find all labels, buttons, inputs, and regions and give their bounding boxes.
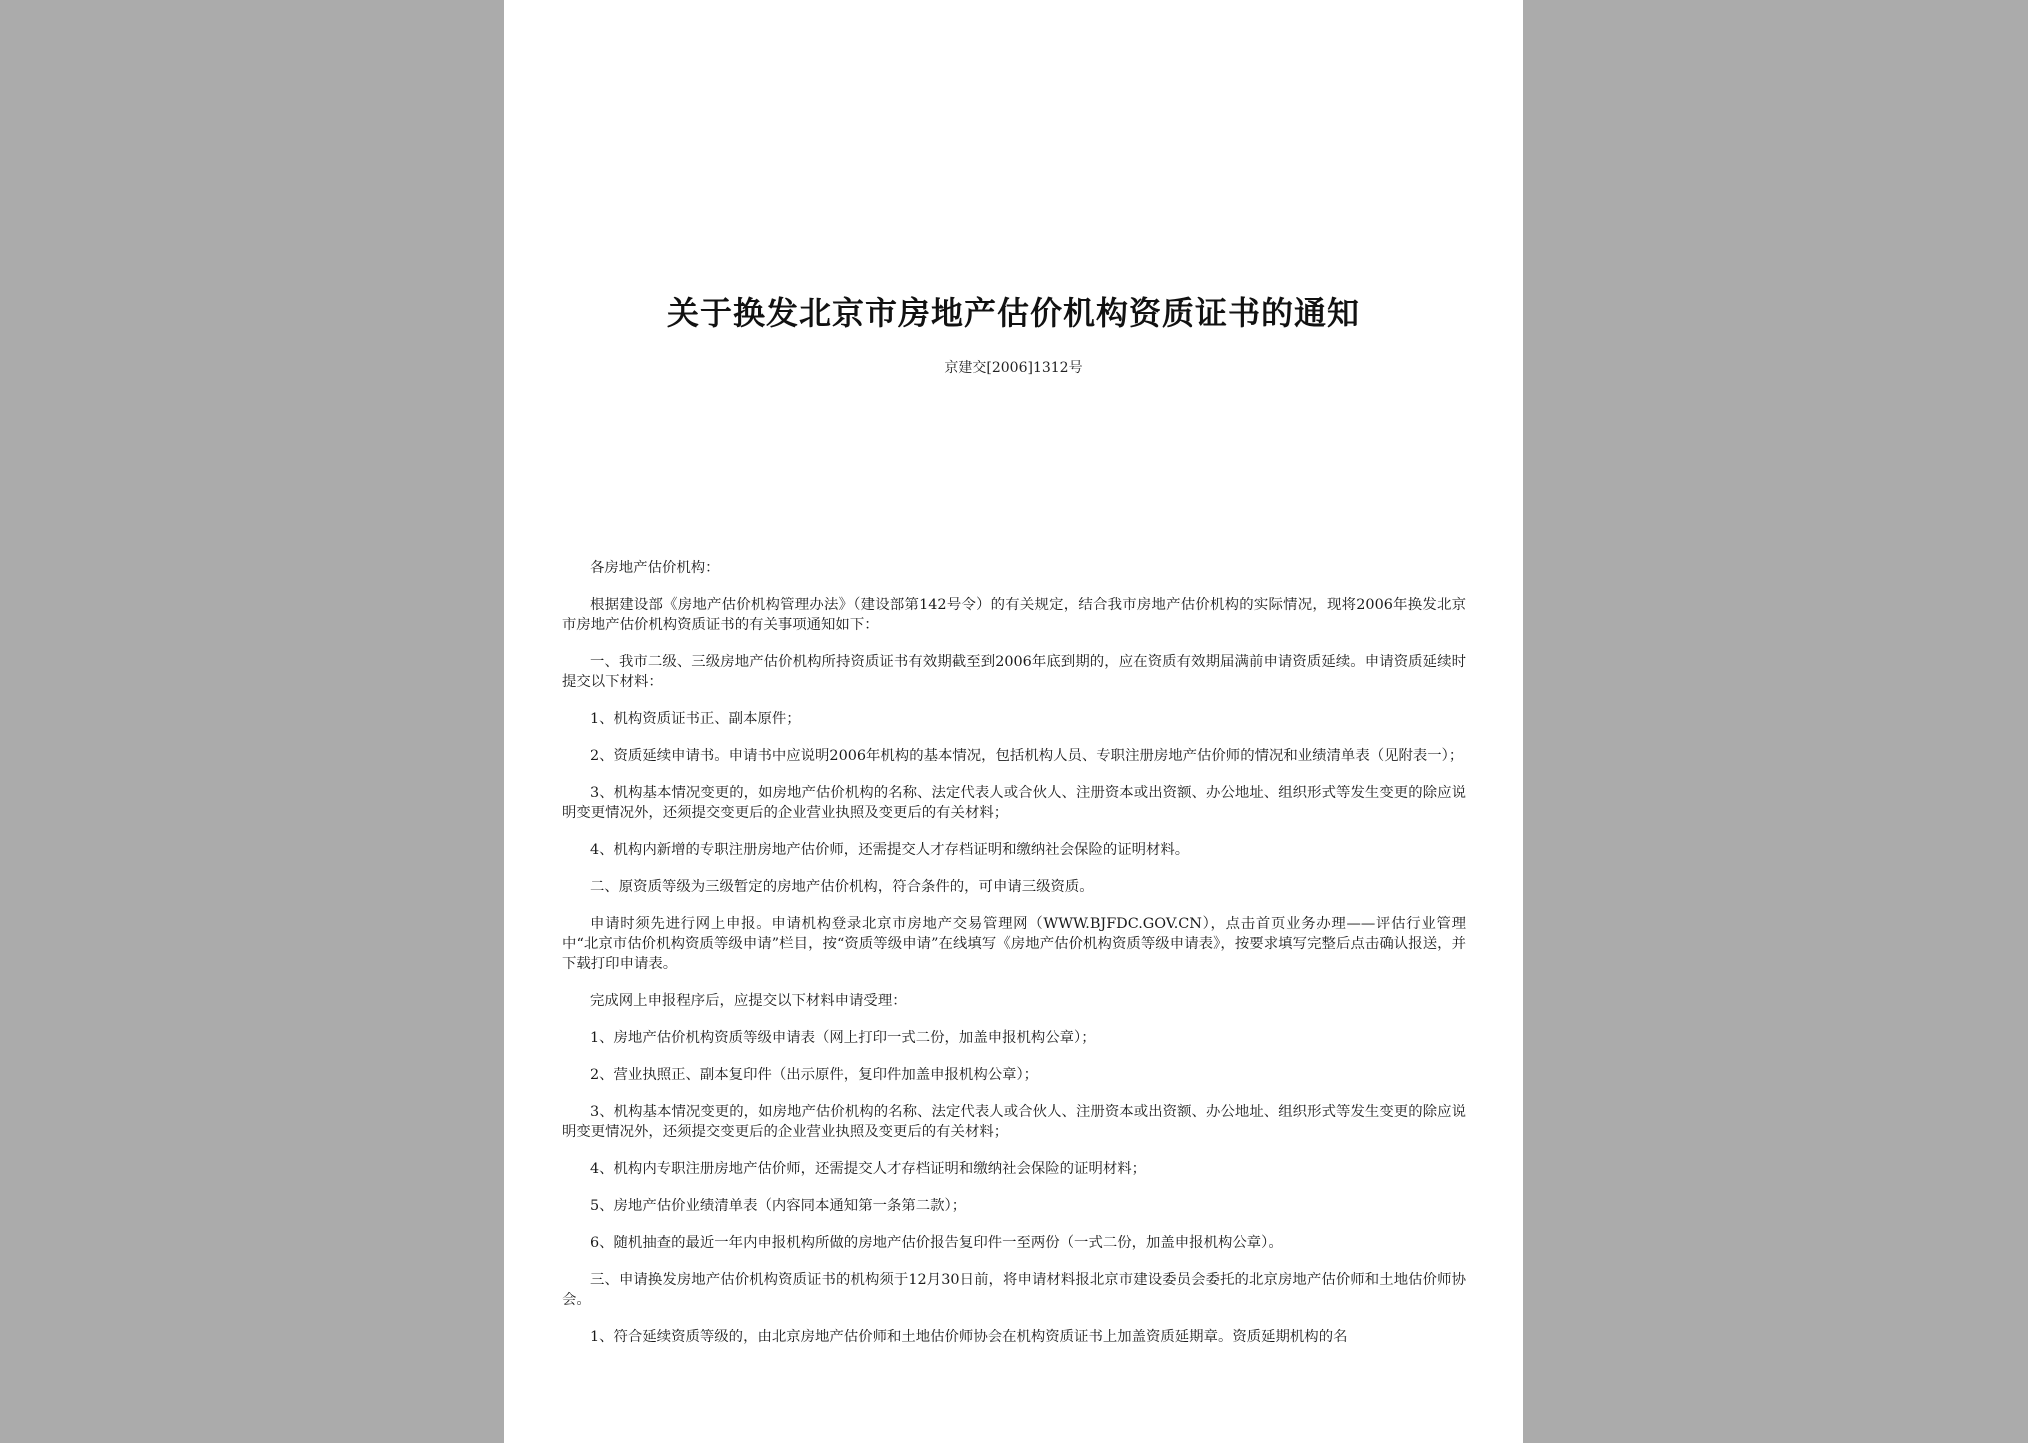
document-number: 京建交[2006]1312号	[944, 360, 1083, 376]
paragraph: 完成网上申报程序后，应提交以下材料申请受理：	[590, 993, 907, 1009]
paragraph: 一、我市二级、三级房地产估价机构所持资质证书有效期截至到2006年底到期的，应在资质有效期届满前申请资质延续。申请资质延续时提交以下材料：	[562, 654, 1466, 690]
paragraph: 3、机构基本情况变更的，如房地产估价机构的名称、法定代表人或合伙人、注册资本或出资额、办公地址、组织形式等发生变更的除应说明变更情况外，还须提交变更后的企业营业执照及变更后的有关材料；	[562, 1104, 1466, 1140]
paragraph: 各房地产估价机构：	[590, 560, 720, 576]
paragraph: 三、申请换发房地产估价机构资质证书的机构须于12月30日前，将申请材料报北京市建设委员会委托的北京房地产估价师和土地估价师协会。	[562, 1272, 1466, 1308]
paragraph: 1、房地产估价机构资质等级申请表（网上打印一式二份，加盖申报机构公章）；	[590, 1030, 1096, 1046]
document-title: 关于换发北京市房地产估价机构资质证书的通知	[666, 294, 1360, 332]
paragraph: 5、房地产估价业绩清单表（内容同本通知第一条第二款）；	[590, 1198, 967, 1214]
paragraph: 根据建设部《房地产估价机构管理办法》（建设部第142号令）的有关规定，结合我市房地产估价机构的实际情况，现将2006年换发北京市房地产估价机构资质证书的有关事项通知如下：	[562, 597, 1466, 633]
document-page	[504, 0, 1523, 1443]
paragraph: 2、营业执照正、副本复印件（出示原件，复印件加盖申报机构公章）；	[590, 1067, 1039, 1083]
paragraph: 4、机构内新增的专职注册房地产估价师，还需提交人才存档证明和缴纳社会保险的证明材料。	[590, 842, 1190, 858]
paragraph: 3、机构基本情况变更的，如房地产估价机构的名称、法定代表人或合伙人、注册资本或出资额、办公地址、组织形式等发生变更的除应说明变更情况外，还须提交变更后的企业营业执照及变更后的有关材料；	[562, 785, 1466, 821]
paragraph: 1、机构资质证书正、副本原件；	[590, 711, 801, 727]
paragraph: 二、原资质等级为三级暂定的房地产估价机构，符合条件的，可申请三级资质。	[590, 879, 1094, 895]
paragraph: 6、随机抽查的最近一年内申报机构所做的房地产估价报告复印件一至两份（一式二份，加盖申报机构公章）。	[590, 1235, 1283, 1251]
document-body	[562, 558, 1466, 1364]
paragraph: 4、机构内专职注册房地产估价师，还需提交人才存档证明和缴纳社会保险的证明材料；	[590, 1161, 1147, 1177]
paragraph: 1、符合延续资质等级的，由北京房地产估价师和土地估价师协会在机构资质证书上加盖资质延期章。资质延期机构的名	[590, 1329, 1348, 1345]
paragraph: 申请时须先进行网上申报。申请机构登录北京市房地产交易管理网（WWW.BJFDC.GOV.CN），点击首页业务办理——评估行业管理中“北京市估价机构资质等级申请”栏目，按“资质等级申请”在线填写《房地产估价机构资质等级申请表》，按要求填写完整后点击确认报送，并下载打印申请表。	[562, 916, 1466, 972]
paragraph: 2、资质延续申请书。申请书中应说明2006年机构的基本情况，包括机构人员、专职注册房地产估价师的情况和业绩清单表（见附表一）；	[590, 748, 1464, 764]
